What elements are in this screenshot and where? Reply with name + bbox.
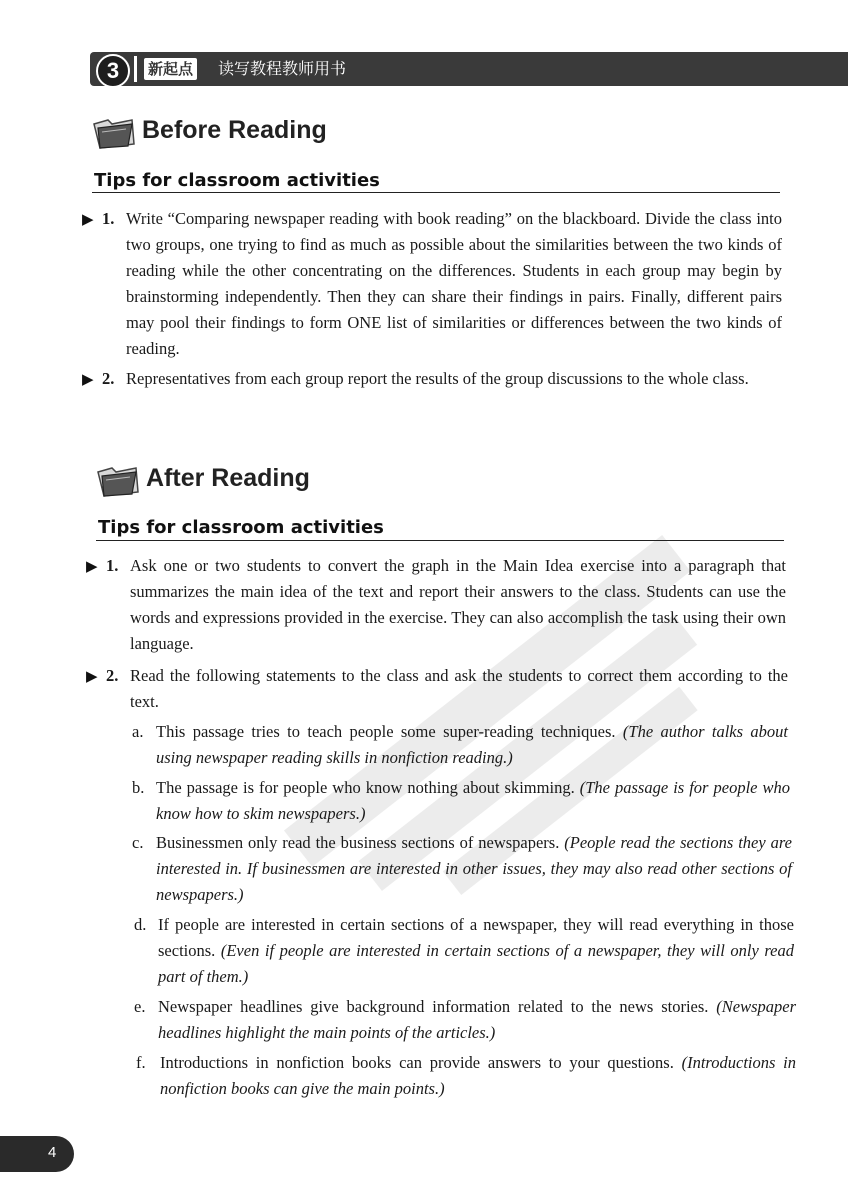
arrow-icon: ▶ <box>86 557 98 575</box>
page-number-tab <box>0 1136 74 1172</box>
statement-item: c. Businessmen only read the business sections of newspapers. (People read the sections they are interested in. If businessmen are interested in other issues, they may also read other sections of newspapers.) <box>132 833 792 904</box>
statement-item: e. Newspaper headlines give background information related to the news stories. (Newspaper headlines highlight the main points of the articles.) <box>134 997 797 1042</box>
section-rule <box>92 192 780 193</box>
unit-number-badge: 3 <box>96 54 130 88</box>
statement-item: b. The passage is for people who know nothing about skimming. (The passage is for people who know how to skim newspapers.) <box>132 778 791 823</box>
page-number: 4 <box>48 1144 57 1161</box>
folder-icon <box>92 114 136 150</box>
before-reading-heading <box>92 112 412 152</box>
list-item: ▶ 1. Write “Comparing newspaper reading with book reading” on the blackboard. Divide the class into two groups, one trying to find as much as possible about the similarities between the two kinds of reading while the other concentrating on the differences. Students in each group may begin by brainstorming independently. Then they can share their findings in pairs. Finally, different pairs may pool their findings to form ONE list of similarities or differences between the two kinds of reading. <box>126 206 782 362</box>
header-bar <box>90 52 848 86</box>
section-rule <box>96 540 784 541</box>
section-title: Before Reading <box>142 116 327 144</box>
brand-logo: 新起点 <box>144 58 197 80</box>
statement-item: a. This passage tries to teach people some super-reading techniques. (The author talks about using newspaper reading skills in nonfiction reading.) <box>132 722 789 767</box>
after-reading-heading <box>96 460 416 500</box>
arrow-icon: ▶ <box>86 667 98 685</box>
tips-title: Tips for classroom activities <box>94 170 380 191</box>
statement-item: f. Introductions in nonfiction books can provide answers to your questions. (Introductions in nonfiction books can give the main points.) <box>136 1053 796 1098</box>
list-item: ▶ 2. Read the following statements to the class and ask the students to correct them according to the text. <box>130 663 788 715</box>
list-item: ▶ 1. Ask one or two students to convert the graph in the Main Idea exercise into a paragraph that summarizes the main idea of the text and report their answers to the class. Students can use the words and expressions provided in the exercise. They can also accomplish the task using their own language. <box>130 553 786 657</box>
folder-icon <box>96 462 140 498</box>
arrow-icon: ▶ <box>82 370 94 388</box>
header-divider <box>134 56 137 82</box>
arrow-icon: ▶ <box>82 210 94 228</box>
list-item: ▶ 2. Representatives from each group report the results of the group discussions to the whole class. <box>126 366 782 392</box>
tips-title: Tips for classroom activities <box>98 517 384 538</box>
section-title: After Reading <box>146 464 310 492</box>
statement-item: d. If people are interested in certain sections of a newspaper, they will read everything in those sections. (Even if people are interested in certain sections of a newspaper, they will only read part of them.) <box>134 915 794 986</box>
book-title: 读写教程教师用书 <box>218 59 347 78</box>
